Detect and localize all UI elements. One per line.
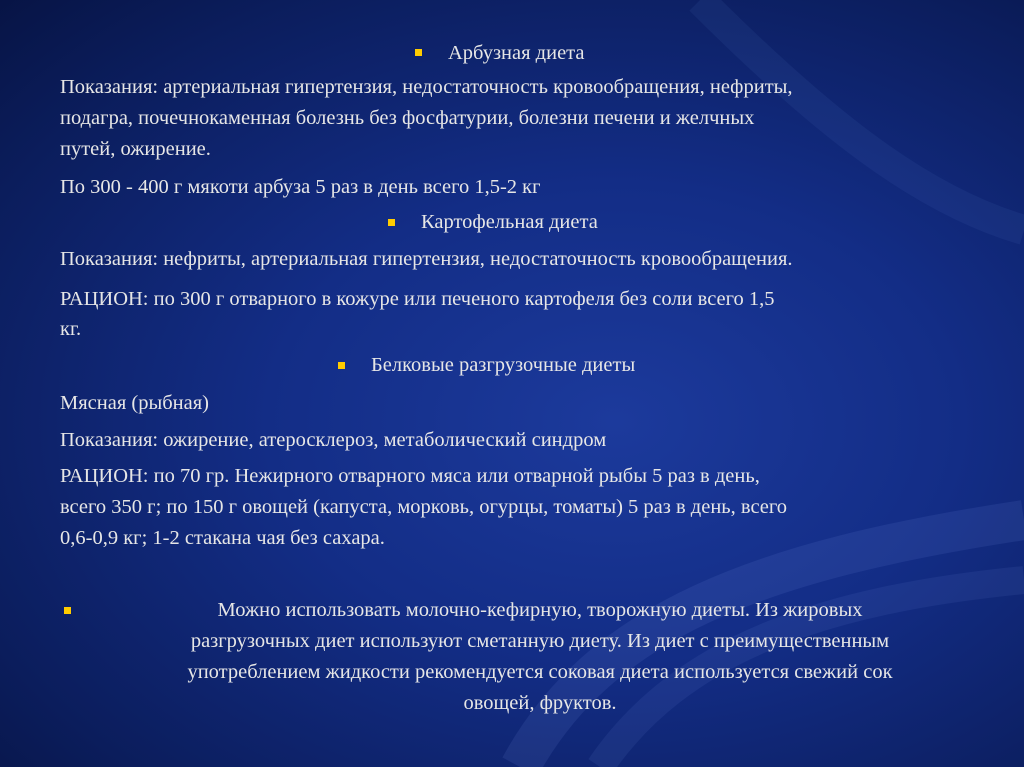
meat-fish-label: Мясная (рыбная) [60,392,209,414]
bullet-icon [388,219,395,226]
bullet-icon [338,362,345,369]
heading-watermelon-diet: Арбузная диета [448,42,585,64]
watermelon-dosage: По 300 - 400 г мякоти арбуза 5 раз в день всего 1,5-2 кг [60,176,541,198]
indications-watermelon-line1: Показания: артериальная гипертензия, недостаточность кровообращения, нефриты, [60,76,793,98]
bullet-icon [415,49,422,56]
other-diets-line1: Можно использовать молочно-кефирную, творожную диеты. Из жировых [217,599,863,621]
indications-watermelon-line3: путей, ожирение. [60,138,211,160]
indications-potato: Показания: нефриты, артериальная гипертензия, недостаточность кровообращения. [60,248,793,270]
indications-protein: Показания: ожирение, атеросклероз, метаболический синдром [60,429,607,451]
other-diets-line3: употреблением жидкости рекомендуется соковая диета используется свежий сок [187,661,893,683]
other-diets-line4: овощей, фруктов. [463,692,617,714]
heading-potato-diet: Картофельная диета [421,211,598,233]
ration-potato-line1: РАЦИОН: по 300 г отварного в кожуре или печеного картофеля без соли всего 1,5 [60,288,775,310]
ration-potato-line2: кг. [60,318,82,340]
ration-protein-line1: РАЦИОН: по 70 гр. Нежирного отварного мяса или отварной рыбы 5 раз в день, [60,465,760,487]
bullet-icon [64,607,71,614]
ration-protein-line2: всего 350 г; по 150 г овощей (капуста, морковь, огурцы, томаты) 5 раз в день, всего [60,496,788,518]
heading-protein-diets: Белковые разгрузочные диеты [371,354,636,376]
indications-watermelon-line2: подагра, почечнокаменная болезнь без фосфатурии, болезни печени и желчных [60,107,755,129]
other-diets-line2: разгрузочных диет используют сметанную диету. Из диет с преимущественным [190,630,890,652]
ration-protein-line3: 0,6-0,9 кг; 1-2 стакана чая без сахара. [60,527,385,549]
